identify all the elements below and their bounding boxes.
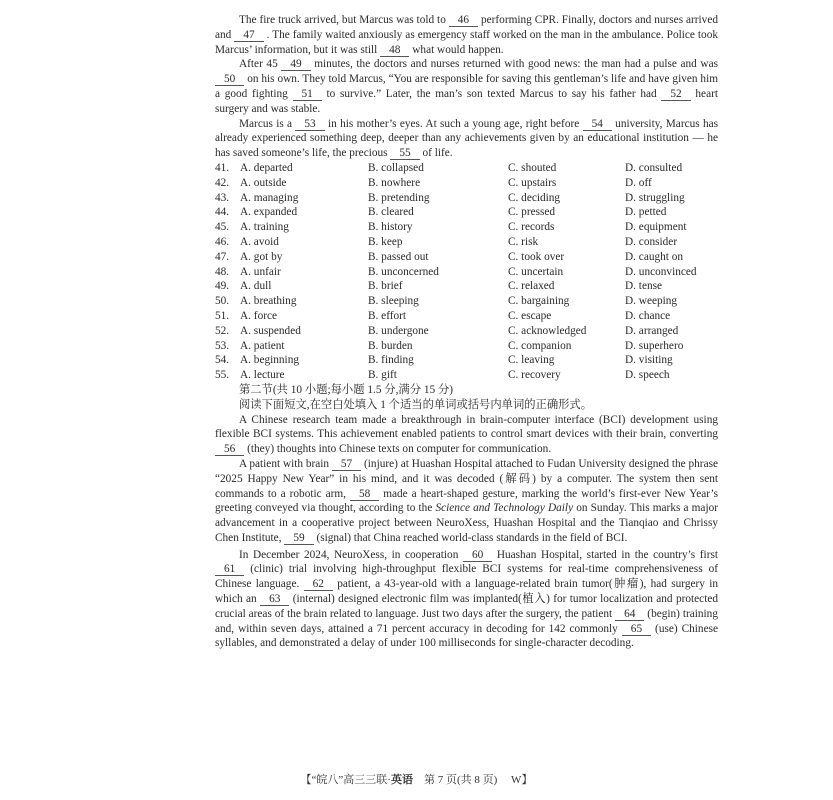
footer-suffix: 第 7 页(共 8 页) W】 bbox=[412, 774, 533, 786]
option-b: B. finding bbox=[368, 354, 414, 367]
blank-50: 50 bbox=[215, 73, 244, 86]
option-row bbox=[215, 279, 718, 294]
blank-53: 53 bbox=[295, 118, 324, 131]
blank-46: 46 bbox=[449, 14, 478, 27]
option-d: D. consider bbox=[625, 235, 678, 248]
blank-61: 61 bbox=[215, 563, 244, 576]
option-c: C. took over bbox=[508, 250, 565, 263]
option-a: A. lecture bbox=[240, 369, 285, 382]
option-number: 51. bbox=[215, 309, 230, 322]
footer-prefix: 【“皖八”高三三联· bbox=[300, 774, 391, 786]
blank-60: 60 bbox=[463, 549, 492, 562]
option-d: D. caught on bbox=[625, 250, 684, 263]
option-b: B. burden bbox=[368, 339, 413, 352]
option-c: C. relaxed bbox=[508, 280, 555, 293]
passage-paragraph: Marcus is a 53 in his mother’s eyes. At such a young age, right before 54 university, Marcus has already experienced something deep, deeper than any achievements given by an educational institution — he has saved someone’s life, the precious 55 of life. bbox=[215, 117, 719, 160]
option-c: C. records bbox=[508, 221, 555, 234]
passage-paragraph: After 45 49 minutes, the doctors and nurses returned with good news: the man had a pulse and was 50 on his own. They told Marcus, “You are responsible for saving this gentleman’s life and have given him a good fighting 51 to survive.” Later, the man’s son texted Marcus to say his father had 52 heart surgery and was stable. bbox=[215, 58, 718, 115]
blank-47: 47 bbox=[234, 29, 263, 42]
option-number: 55. bbox=[215, 369, 230, 382]
option-number: 52. bbox=[215, 324, 230, 337]
option-row bbox=[215, 368, 718, 383]
option-row bbox=[215, 353, 718, 368]
option-c: C. bargaining bbox=[508, 295, 570, 308]
option-b: B. undergone bbox=[368, 324, 429, 337]
option-a: A. expanded bbox=[240, 206, 298, 219]
option-b: B. gift bbox=[368, 369, 397, 382]
option-c: C. acknowledged bbox=[508, 324, 587, 337]
option-d: D. tense bbox=[625, 280, 663, 293]
gap-fill-passage bbox=[215, 413, 718, 652]
option-number: 42. bbox=[215, 176, 230, 189]
option-number: 46. bbox=[215, 235, 230, 248]
option-b: B. sleeping bbox=[368, 295, 419, 308]
blank-52: 52 bbox=[661, 88, 690, 101]
option-row bbox=[215, 176, 718, 191]
option-d: D. superhero bbox=[625, 339, 684, 352]
option-d: D. chance bbox=[625, 309, 671, 322]
blank-49: 49 bbox=[281, 58, 310, 71]
option-row bbox=[215, 235, 718, 250]
option-d: D. arranged bbox=[625, 324, 679, 337]
option-b: B. keep bbox=[368, 235, 403, 248]
option-b: B. unconcerned bbox=[368, 265, 439, 278]
option-number: 53. bbox=[215, 339, 230, 352]
option-row bbox=[215, 294, 718, 309]
option-row bbox=[215, 339, 718, 354]
option-c: C. leaving bbox=[508, 354, 555, 367]
blank-57: 57 bbox=[332, 458, 361, 471]
option-a: A. unfair bbox=[240, 265, 281, 278]
blank-56: 56 bbox=[215, 443, 244, 456]
option-b: B. history bbox=[368, 221, 413, 234]
option-b: B. nowhere bbox=[368, 176, 421, 189]
page-footer bbox=[0, 773, 833, 788]
option-row bbox=[215, 250, 718, 265]
option-number: 48. bbox=[215, 265, 230, 278]
option-number: 47. bbox=[215, 250, 230, 263]
option-a: A. managing bbox=[240, 191, 299, 204]
option-a: A. suspended bbox=[240, 324, 301, 337]
option-a: A. training bbox=[240, 221, 289, 234]
section2-instruction: 阅读下面短文,在空白处填入 1 个适当的单词或括号内单词的正确形式。 bbox=[239, 398, 593, 411]
option-number: 49. bbox=[215, 280, 230, 293]
option-c: C. shouted bbox=[508, 161, 557, 174]
blank-58: 58 bbox=[350, 488, 379, 501]
passage-paragraph: A Chinese research team made a breakthrough in brain-computer interface (BCI) development using flexible BCI systems. This achievement enabled patients to control smart devices with their brain, converting 56 (they) thoughts into Chinese texts on computer for communication. bbox=[215, 413, 718, 456]
option-a: A. force bbox=[240, 309, 278, 322]
blank-59: 59 bbox=[284, 532, 313, 545]
blank-63: 63 bbox=[260, 593, 289, 606]
option-c: C. uncertain bbox=[508, 265, 564, 278]
option-a: A. beginning bbox=[240, 354, 299, 367]
option-b: B. pretending bbox=[368, 191, 430, 204]
option-d: D. visiting bbox=[625, 354, 673, 367]
page-content bbox=[215, 13, 718, 651]
option-a: A. got by bbox=[240, 250, 283, 263]
option-row bbox=[215, 309, 718, 324]
section2-heading: 第二节(共 10 小题;每小题 1.5 分,满分 15 分) bbox=[239, 383, 454, 396]
option-a: A. patient bbox=[240, 339, 285, 352]
blank-51: 51 bbox=[293, 88, 322, 101]
option-c: C. recovery bbox=[508, 369, 561, 382]
passage-paragraph: The fire truck arrived, but Marcus was told to 46 performing CPR. Finally, doctors and nurses arrived and 47 . The family waited anxiously as emergency staff worked on the man in the ambulance. Police took Marcus’ information, but it was still 48 what would happen. bbox=[215, 14, 718, 56]
option-d: D. struggling bbox=[625, 191, 685, 204]
option-d: D. unconvinced bbox=[625, 265, 697, 278]
option-row bbox=[215, 191, 718, 206]
option-a: A. breathing bbox=[240, 295, 297, 308]
blank-55: 55 bbox=[390, 147, 419, 160]
option-row bbox=[215, 161, 718, 176]
option-d: D. speech bbox=[625, 369, 670, 382]
option-row bbox=[215, 265, 718, 280]
option-b: B. brief bbox=[368, 280, 403, 293]
option-number: 45. bbox=[215, 221, 230, 234]
option-b: B. passed out bbox=[368, 250, 429, 263]
option-d: D. off bbox=[625, 176, 652, 189]
option-a: A. departed bbox=[240, 161, 293, 174]
option-number: 43. bbox=[215, 191, 230, 204]
option-d: D. petted bbox=[625, 206, 667, 219]
options-table bbox=[215, 161, 718, 383]
italic-title: Science and Technology Daily bbox=[435, 502, 574, 515]
option-row bbox=[215, 220, 718, 235]
option-c: C. escape bbox=[508, 309, 552, 322]
option-b: B. collapsed bbox=[368, 161, 424, 174]
option-b: B. effort bbox=[368, 309, 407, 322]
option-c: C. companion bbox=[508, 339, 572, 352]
option-d: D. weeping bbox=[625, 295, 678, 308]
option-row bbox=[215, 324, 718, 339]
blank-65: 65 bbox=[622, 623, 651, 636]
option-c: C. risk bbox=[508, 235, 539, 248]
option-c: C. pressed bbox=[508, 206, 556, 219]
blank-54: 54 bbox=[583, 118, 612, 131]
option-row bbox=[215, 205, 718, 220]
passage-paragraph: A patient with brain 57 (injure) at Huashan Hospital attached to Fudan University designed the phrase “2025 Happy New Year” in his mind, and it was decoded (解码) by a computer. The system then sent commands to a robotic arm, 58 made a heart-shaped gesture, marking the world’s first-ever New Year’s greeting conveyed via thought, according to the Science and Technology Daily on Sunday. This marks a major advancement in a cooperative project between NeuroXess, Huashan Hospital and the Tianqiao and Chrissy Chen Institute, 59 (signal) that China reached world-class standards in the field of BCI. bbox=[215, 457, 718, 544]
option-number: 50. bbox=[215, 295, 230, 308]
option-c: C. upstairs bbox=[508, 176, 557, 189]
option-d: D. equipment bbox=[625, 221, 687, 234]
passage-paragraph: In December 2024, NeuroXess, in cooperation 60 Huashan Hospital, started in the country’s first 61 (clinic) trial involving high-throughput flexible BCI systems for real-time comprehensiveness of Chinese language. 62 patient, a 43-year-old with a language-related brain tumor(肿瘤), had surgery in which an 63 (internal) designed electronic film was implanted(植入) for tumor localization and protected crucial areas of the brain related to language. Just two days after the surgery, the patient 64 (begin) training and, within seven days, attained a 71 percent accuracy in decoding for 142 commonly 65 (use) Chinese syllables, and demonstrated a delay of under 100 milliseconds for single-character decoding. bbox=[215, 548, 718, 650]
option-a: A. outside bbox=[240, 176, 287, 189]
option-number: 41. bbox=[215, 161, 230, 174]
option-a: A. dull bbox=[240, 280, 272, 293]
option-number: 44. bbox=[215, 206, 230, 219]
blank-48: 48 bbox=[380, 44, 409, 57]
option-c: C. deciding bbox=[508, 191, 561, 204]
option-d: D. consulted bbox=[625, 161, 683, 174]
footer-subject: 英语 bbox=[390, 774, 413, 786]
option-number: 54. bbox=[215, 354, 230, 367]
blank-62: 62 bbox=[304, 578, 333, 591]
option-a: A. avoid bbox=[240, 235, 279, 248]
cloze-passage bbox=[215, 13, 718, 161]
option-b: B. cleared bbox=[368, 206, 414, 219]
blank-64: 64 bbox=[615, 608, 644, 621]
